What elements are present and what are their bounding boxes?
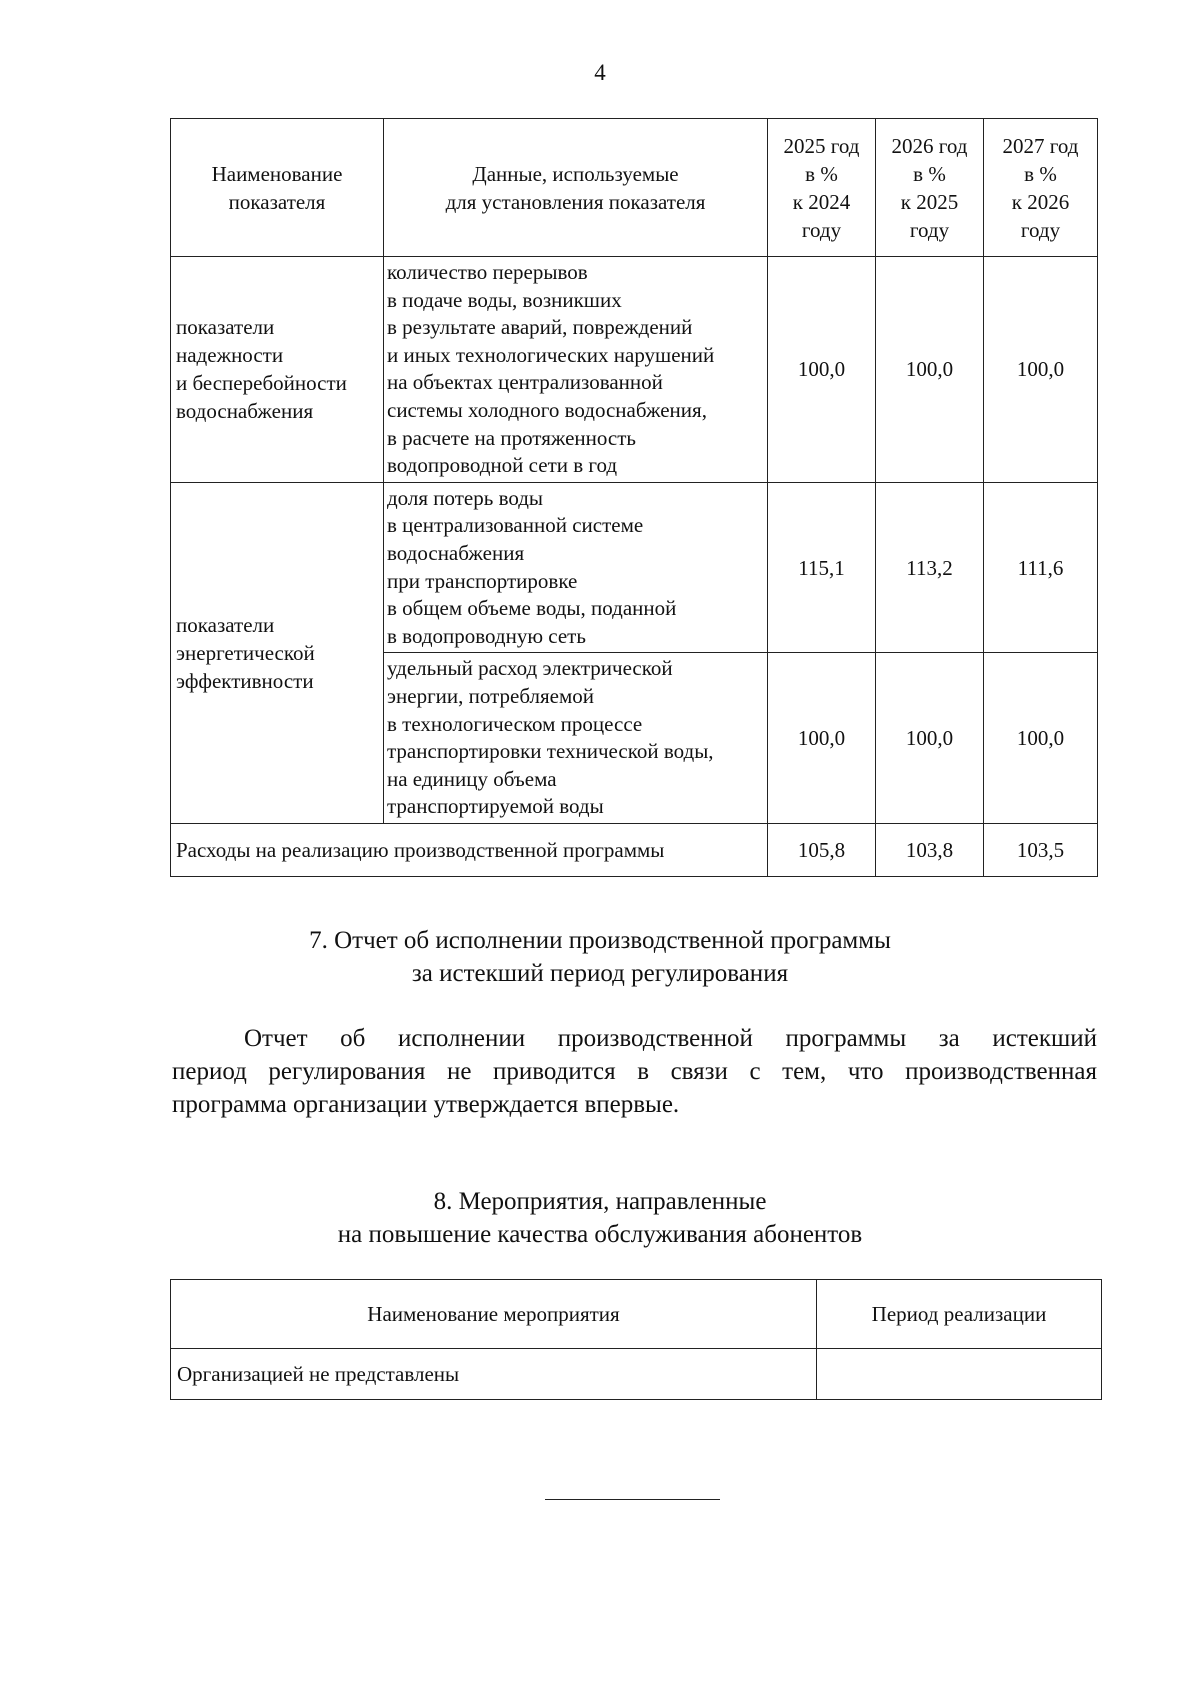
header-2026: [876, 119, 984, 257]
value-2027: 100,0: [984, 653, 1098, 824]
section7-title-line1: 7. Отчет об исполнении производственной программы: [309, 927, 891, 954]
value-2026: 100,0: [876, 257, 984, 483]
measures-table: [170, 1279, 1102, 1400]
total-2026: 103,8: [876, 823, 984, 876]
group-name-text: показатели надежности и бесперебойности водоснабжения: [176, 315, 347, 424]
value-2026: 100,0: [876, 653, 984, 824]
value-2026: 113,2: [876, 482, 984, 653]
measure-period: [817, 1349, 1102, 1400]
header-2027-text: 2027 год в % к 2026 году: [1002, 133, 1079, 242]
row-description: [384, 257, 768, 483]
section7-paragraph-line2: период регулирования не приводится в связи с тем, что производственная: [172, 1058, 1097, 1085]
header-2026-text: 2026 год в % к 2025 году: [891, 133, 968, 242]
header-period: Период реализации: [817, 1280, 1102, 1349]
row-description: [384, 482, 768, 653]
indicators-header-row: [171, 119, 1098, 257]
value-2025: 100,0: [768, 257, 876, 483]
header-indicator-name: [171, 119, 384, 257]
row-description: [384, 653, 768, 824]
header-measure-name: Наименование мероприятия: [171, 1280, 817, 1349]
header-indicator-data-text: Данные, используемые для установления показателя: [445, 161, 706, 214]
section8-title: [0, 1185, 1200, 1251]
section7-paragraph-line1: Отчет об исполнении производственной программы за истекший: [244, 1025, 1097, 1052]
table-row: [171, 1349, 1102, 1400]
header-2027: [984, 119, 1098, 257]
total-2027: 103,5: [984, 823, 1098, 876]
value-2027: 100,0: [984, 257, 1098, 483]
header-2025-text: 2025 год в % к 2024 году: [783, 133, 860, 242]
end-rule: [545, 1499, 720, 1500]
section7-title: [0, 924, 1200, 990]
section8-title-line2: на повышение качества обслуживания абонентов: [337, 1221, 863, 1248]
value-2025: 115,1: [768, 482, 876, 653]
total-label: Расходы на реализацию производственной программы: [171, 823, 768, 876]
total-row: [171, 823, 1098, 876]
measure-name: Организацией не представлены: [171, 1349, 817, 1400]
table-row: [171, 482, 1098, 653]
table-row: [171, 257, 1098, 483]
header-indicator-name-text: Наименование показателя: [211, 161, 343, 214]
section8-title-line1: 8. Мероприятия, направленные: [433, 1188, 767, 1215]
row-description-text: доля потерь воды в централизованной системе водоснабжения при транспортировке в общем объеме воды, поданной в водопроводную сеть: [387, 485, 677, 648]
indicators-table: [170, 118, 1098, 877]
header-indicator-data: [384, 119, 768, 257]
row-description-text: удельный расход электрической энергии, потребляемой в технологическом процессе транспортировки технической воды, на единицу объема транспортируемой воды: [387, 656, 714, 819]
group-name-reliability: [171, 257, 384, 483]
group-name-text: показатели энергетической эффективности: [176, 612, 315, 693]
group-name-energy-efficiency: [171, 482, 384, 823]
value-2025: 100,0: [768, 653, 876, 824]
total-2025: 105,8: [768, 823, 876, 876]
header-2025: [768, 119, 876, 257]
page-number: 4: [594, 60, 606, 85]
section7-paragraph-line3: программа организации утверждается впервые.: [172, 1091, 680, 1118]
measures-header-row: [171, 1280, 1102, 1349]
value-2027: 111,6: [984, 482, 1098, 653]
section7-paragraph: [172, 1022, 1097, 1121]
section7-title-line2: за истекший период регулирования: [411, 960, 789, 987]
row-description-text: количество перерывов в подаче воды, возникших в результате аварий, повреждений и иных технологических нарушений на объектах централизованной системы холодного водоснабжения, в расчете на протяженность водопроводной сети в год: [387, 260, 715, 478]
